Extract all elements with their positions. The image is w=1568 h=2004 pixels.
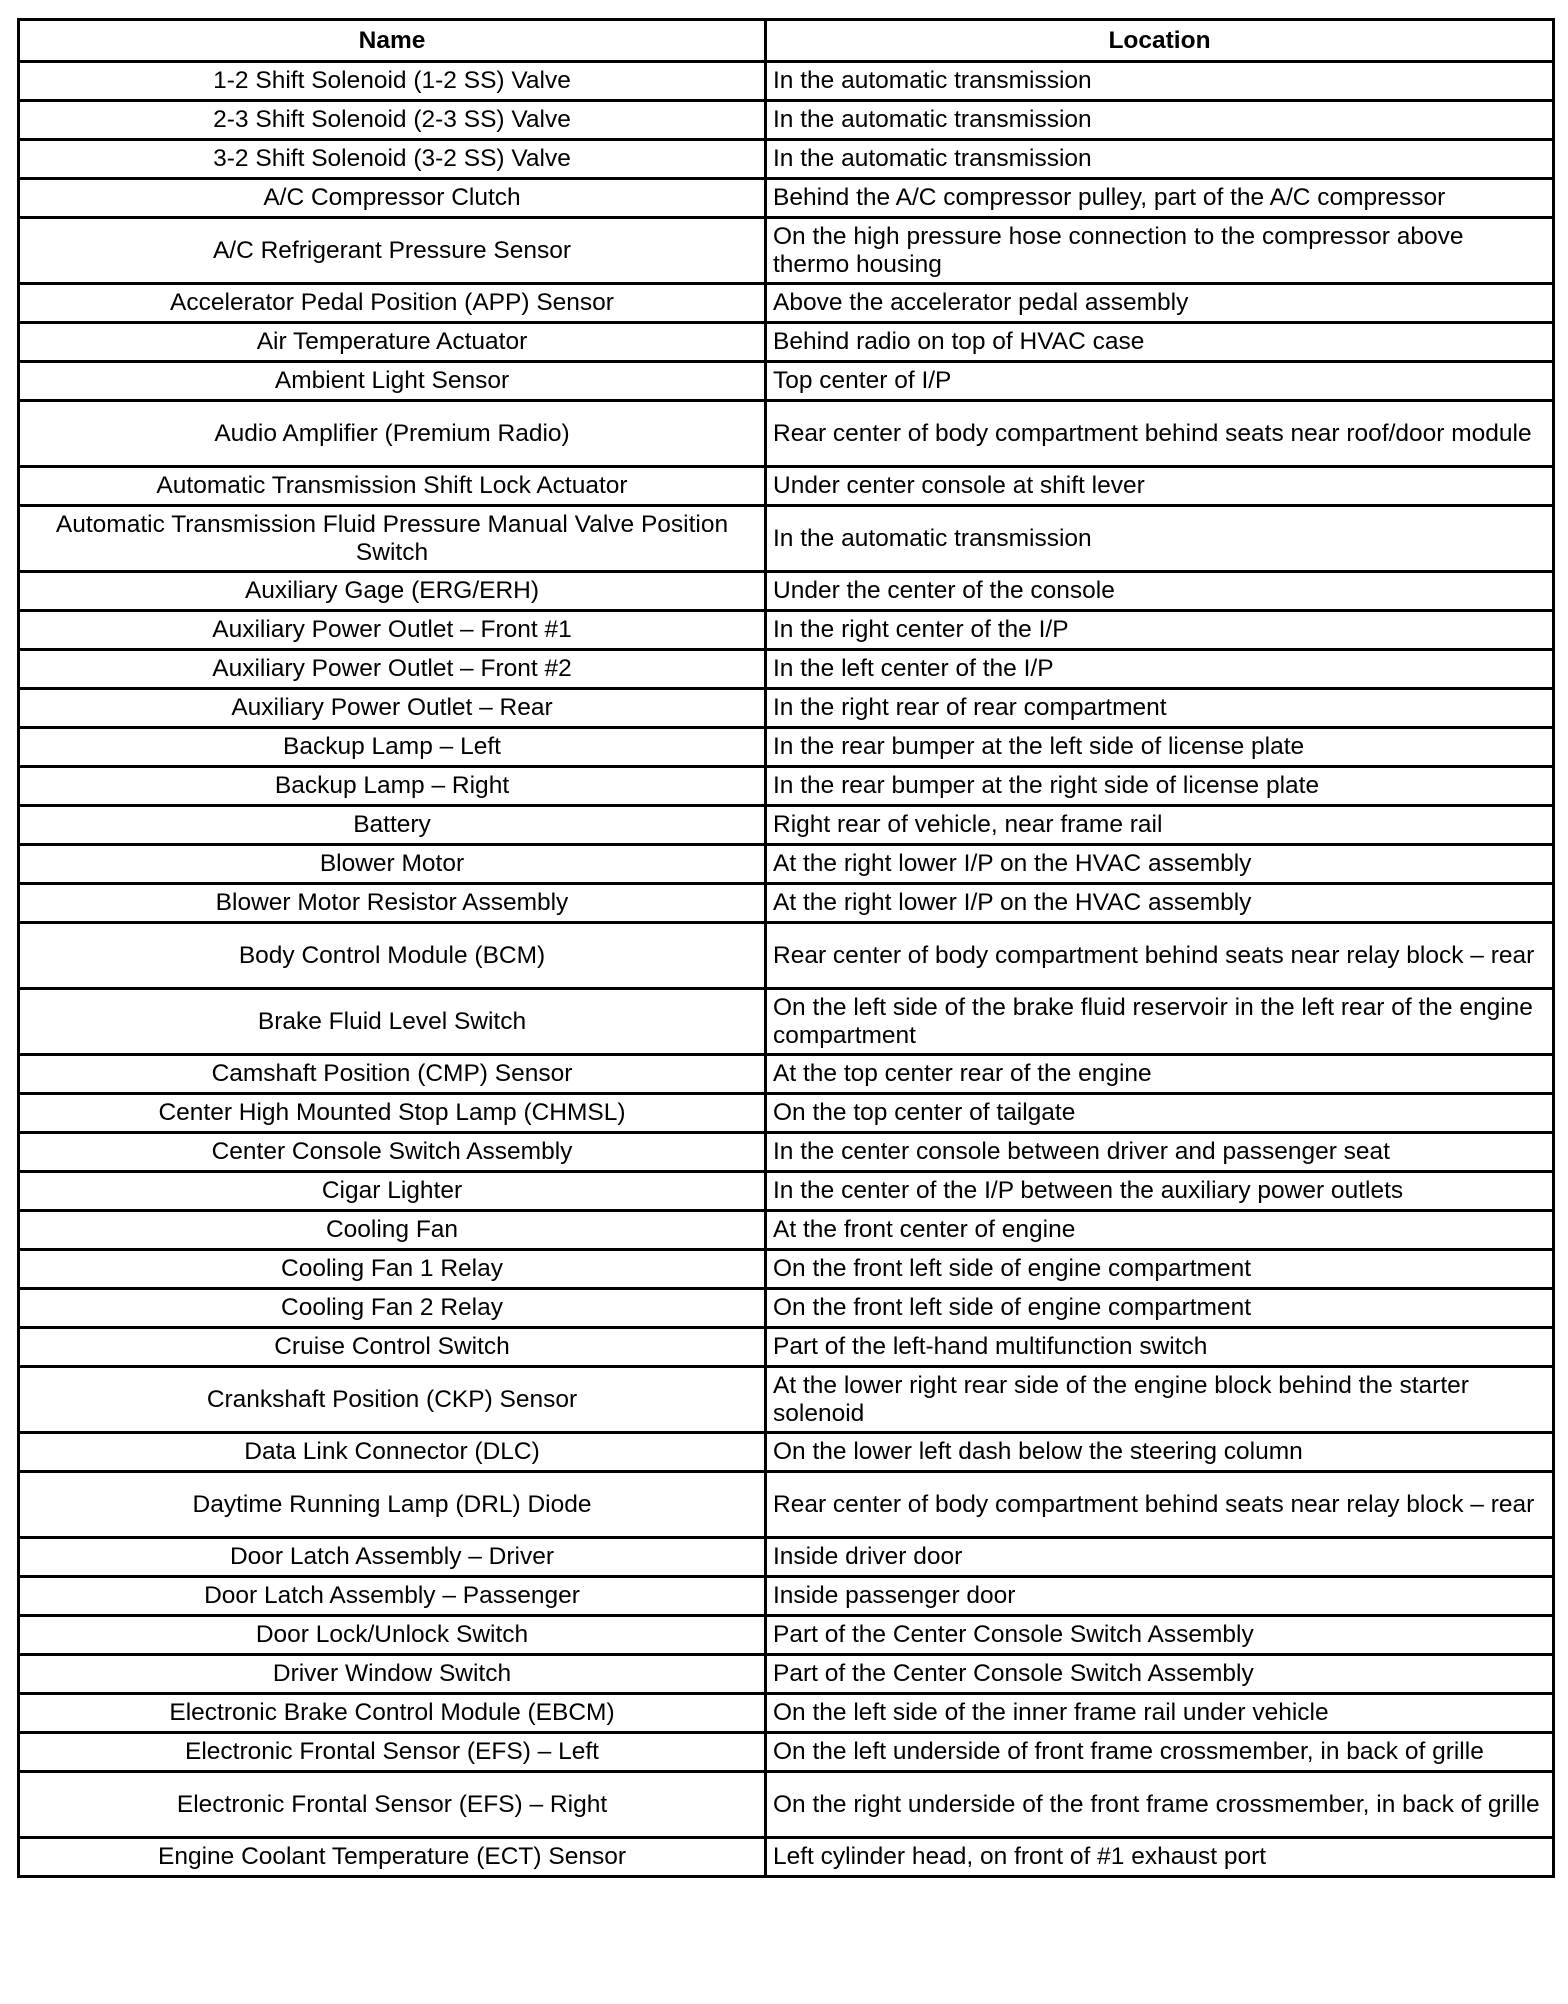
component-name-cell: Audio Amplifier (Premium Radio) [19, 401, 766, 467]
table-row [19, 467, 1554, 506]
table-row [19, 1772, 1554, 1838]
component-location-cell: In the automatic transmission [766, 62, 1554, 101]
component-name-cell: Door Lock/Unlock Switch [19, 1616, 766, 1655]
table-row [19, 1055, 1554, 1094]
component-name-cell: Blower Motor Resistor Assembly [19, 884, 766, 923]
table-row [19, 1172, 1554, 1211]
component-location-cell: On the left side of the inner frame rail under vehicle [766, 1694, 1554, 1733]
component-name-cell: Cruise Control Switch [19, 1328, 766, 1367]
table-row [19, 401, 1554, 467]
component-name-cell: Accelerator Pedal Position (APP) Sensor [19, 284, 766, 323]
table-row [19, 611, 1554, 650]
component-name-cell: Electronic Brake Control Module (EBCM) [19, 1694, 766, 1733]
table-row [19, 1616, 1554, 1655]
component-location-cell: Part of the Center Console Switch Assembly [766, 1655, 1554, 1694]
table-row [19, 1211, 1554, 1250]
component-name-cell: A/C Compressor Clutch [19, 179, 766, 218]
table-row [19, 1328, 1554, 1367]
component-location-cell: Behind the A/C compressor pulley, part of the A/C compressor [766, 179, 1554, 218]
component-name-cell: Backup Lamp – Left [19, 728, 766, 767]
component-location-cell: In the left center of the I/P [766, 650, 1554, 689]
component-name-cell: Brake Fluid Level Switch [19, 989, 766, 1055]
table-row [19, 572, 1554, 611]
table-row [19, 506, 1554, 572]
table-row [19, 1289, 1554, 1328]
component-location-cell: On the high pressure hose connection to the compressor above thermo housing [766, 218, 1554, 284]
component-name-cell: Auxiliary Power Outlet – Front #1 [19, 611, 766, 650]
name-column-header: Name [19, 20, 766, 62]
location-column-header: Location [766, 20, 1554, 62]
component-name-cell: Electronic Frontal Sensor (EFS) – Left [19, 1733, 766, 1772]
component-name-cell: Automatic Transmission Fluid Pressure Manual Valve Position Switch [19, 506, 766, 572]
component-name-cell: Auxiliary Power Outlet – Front #2 [19, 650, 766, 689]
component-name-cell: Driver Window Switch [19, 1655, 766, 1694]
component-location-cell: In the right center of the I/P [766, 611, 1554, 650]
component-location-cell: At the lower right rear side of the engine block behind the starter solenoid [766, 1367, 1554, 1433]
table-row [19, 767, 1554, 806]
header-row [19, 20, 1554, 62]
component-name-cell: Door Latch Assembly – Driver [19, 1538, 766, 1577]
table-body [19, 62, 1554, 1877]
component-name-cell: Ambient Light Sensor [19, 362, 766, 401]
component-location-cell: On the lower left dash below the steering column [766, 1433, 1554, 1472]
component-name-cell: Daytime Running Lamp (DRL) Diode [19, 1472, 766, 1538]
component-name-cell: Electronic Frontal Sensor (EFS) – Right [19, 1772, 766, 1838]
component-location-cell: On the top center of tailgate [766, 1094, 1554, 1133]
component-name-cell: Auxiliary Gage (ERG/ERH) [19, 572, 766, 611]
component-name-cell: Center High Mounted Stop Lamp (CHMSL) [19, 1094, 766, 1133]
component-location-cell: On the left side of the brake fluid reservoir in the left rear of the engine compartment [766, 989, 1554, 1055]
component-name-cell: A/C Refrigerant Pressure Sensor [19, 218, 766, 284]
table-row [19, 1655, 1554, 1694]
table-row [19, 1538, 1554, 1577]
table-row [19, 362, 1554, 401]
component-name-cell: Backup Lamp – Right [19, 767, 766, 806]
table-row [19, 1133, 1554, 1172]
table-row [19, 1367, 1554, 1433]
component-location-cell: In the automatic transmission [766, 140, 1554, 179]
component-location-cell: Part of the left-hand multifunction switch [766, 1328, 1554, 1367]
component-location-cell: Above the accelerator pedal assembly [766, 284, 1554, 323]
table-row [19, 101, 1554, 140]
component-location-cell: Top center of I/P [766, 362, 1554, 401]
component-location-cell: In the rear bumper at the left side of license plate [766, 728, 1554, 767]
component-name-cell: Engine Coolant Temperature (ECT) Sensor [19, 1838, 766, 1877]
component-location-cell: Behind radio on top of HVAC case [766, 323, 1554, 362]
component-location-cell: In the automatic transmission [766, 101, 1554, 140]
component-location-cell: On the front left side of engine compartment [766, 1289, 1554, 1328]
component-name-cell: Auxiliary Power Outlet – Rear [19, 689, 766, 728]
table-row [19, 179, 1554, 218]
component-name-cell: Cooling Fan 2 Relay [19, 1289, 766, 1328]
table-row [19, 989, 1554, 1055]
table-row [19, 689, 1554, 728]
table-row [19, 1250, 1554, 1289]
table-row [19, 1094, 1554, 1133]
component-location-cell: In the rear bumper at the right side of license plate [766, 767, 1554, 806]
component-location-table [17, 18, 1555, 1878]
component-location-cell: At the front center of engine [766, 1211, 1554, 1250]
component-name-cell: 2-3 Shift Solenoid (2-3 SS) Valve [19, 101, 766, 140]
table-row [19, 845, 1554, 884]
table-row [19, 140, 1554, 179]
table-row [19, 884, 1554, 923]
table-row [19, 1838, 1554, 1877]
table-row [19, 218, 1554, 284]
component-location-cell: Inside driver door [766, 1538, 1554, 1577]
component-location-cell: At the right lower I/P on the HVAC assembly [766, 884, 1554, 923]
component-location-cell: In the center of the I/P between the auxiliary power outlets [766, 1172, 1554, 1211]
component-name-cell: Automatic Transmission Shift Lock Actuator [19, 467, 766, 506]
table-row [19, 1733, 1554, 1772]
table-row [19, 1472, 1554, 1538]
component-name-cell: Crankshaft Position (CKP) Sensor [19, 1367, 766, 1433]
table-row [19, 284, 1554, 323]
component-name-cell: Cigar Lighter [19, 1172, 766, 1211]
component-location-cell: At the right lower I/P on the HVAC assembly [766, 845, 1554, 884]
table-row [19, 1577, 1554, 1616]
component-name-cell: Door Latch Assembly – Passenger [19, 1577, 766, 1616]
component-location-cell: On the front left side of engine compartment [766, 1250, 1554, 1289]
component-location-cell: Right rear of vehicle, near frame rail [766, 806, 1554, 845]
component-name-cell: Air Temperature Actuator [19, 323, 766, 362]
table-row [19, 62, 1554, 101]
component-name-cell: Cooling Fan 1 Relay [19, 1250, 766, 1289]
component-location-cell: Inside passenger door [766, 1577, 1554, 1616]
component-location-cell: At the top center rear of the engine [766, 1055, 1554, 1094]
component-name-cell: Body Control Module (BCM) [19, 923, 766, 989]
table-row [19, 323, 1554, 362]
component-location-cell: Rear center of body compartment behind seats near relay block – rear [766, 1472, 1554, 1538]
component-location-cell: In the automatic transmission [766, 506, 1554, 572]
component-location-cell: Rear center of body compartment behind seats near relay block – rear [766, 923, 1554, 989]
component-name-cell: Center Console Switch Assembly [19, 1133, 766, 1172]
table-row [19, 1694, 1554, 1733]
component-location-cell: Rear center of body compartment behind seats near roof/door module [766, 401, 1554, 467]
table-row [19, 728, 1554, 767]
component-name-cell: Battery [19, 806, 766, 845]
component-name-cell: Blower Motor [19, 845, 766, 884]
table-row [19, 1433, 1554, 1472]
component-name-cell: Data Link Connector (DLC) [19, 1433, 766, 1472]
component-location-cell: Left cylinder head, on front of #1 exhaust port [766, 1838, 1554, 1877]
component-name-cell: Cooling Fan [19, 1211, 766, 1250]
component-location-cell: Under the center of the console [766, 572, 1554, 611]
component-location-cell: In the center console between driver and passenger seat [766, 1133, 1554, 1172]
component-location-cell: Part of the Center Console Switch Assembly [766, 1616, 1554, 1655]
component-location-cell: On the left underside of front frame crossmember, in back of grille [766, 1733, 1554, 1772]
component-location-cell: On the right underside of the front frame crossmember, in back of grille [766, 1772, 1554, 1838]
table-row [19, 923, 1554, 989]
component-name-cell: 1-2 Shift Solenoid (1-2 SS) Valve [19, 62, 766, 101]
component-name-cell: 3-2 Shift Solenoid (3-2 SS) Valve [19, 140, 766, 179]
component-name-cell: Camshaft Position (CMP) Sensor [19, 1055, 766, 1094]
component-location-cell: Under center console at shift lever [766, 467, 1554, 506]
table-row [19, 650, 1554, 689]
table-row [19, 806, 1554, 845]
component-location-cell: In the right rear of rear compartment [766, 689, 1554, 728]
